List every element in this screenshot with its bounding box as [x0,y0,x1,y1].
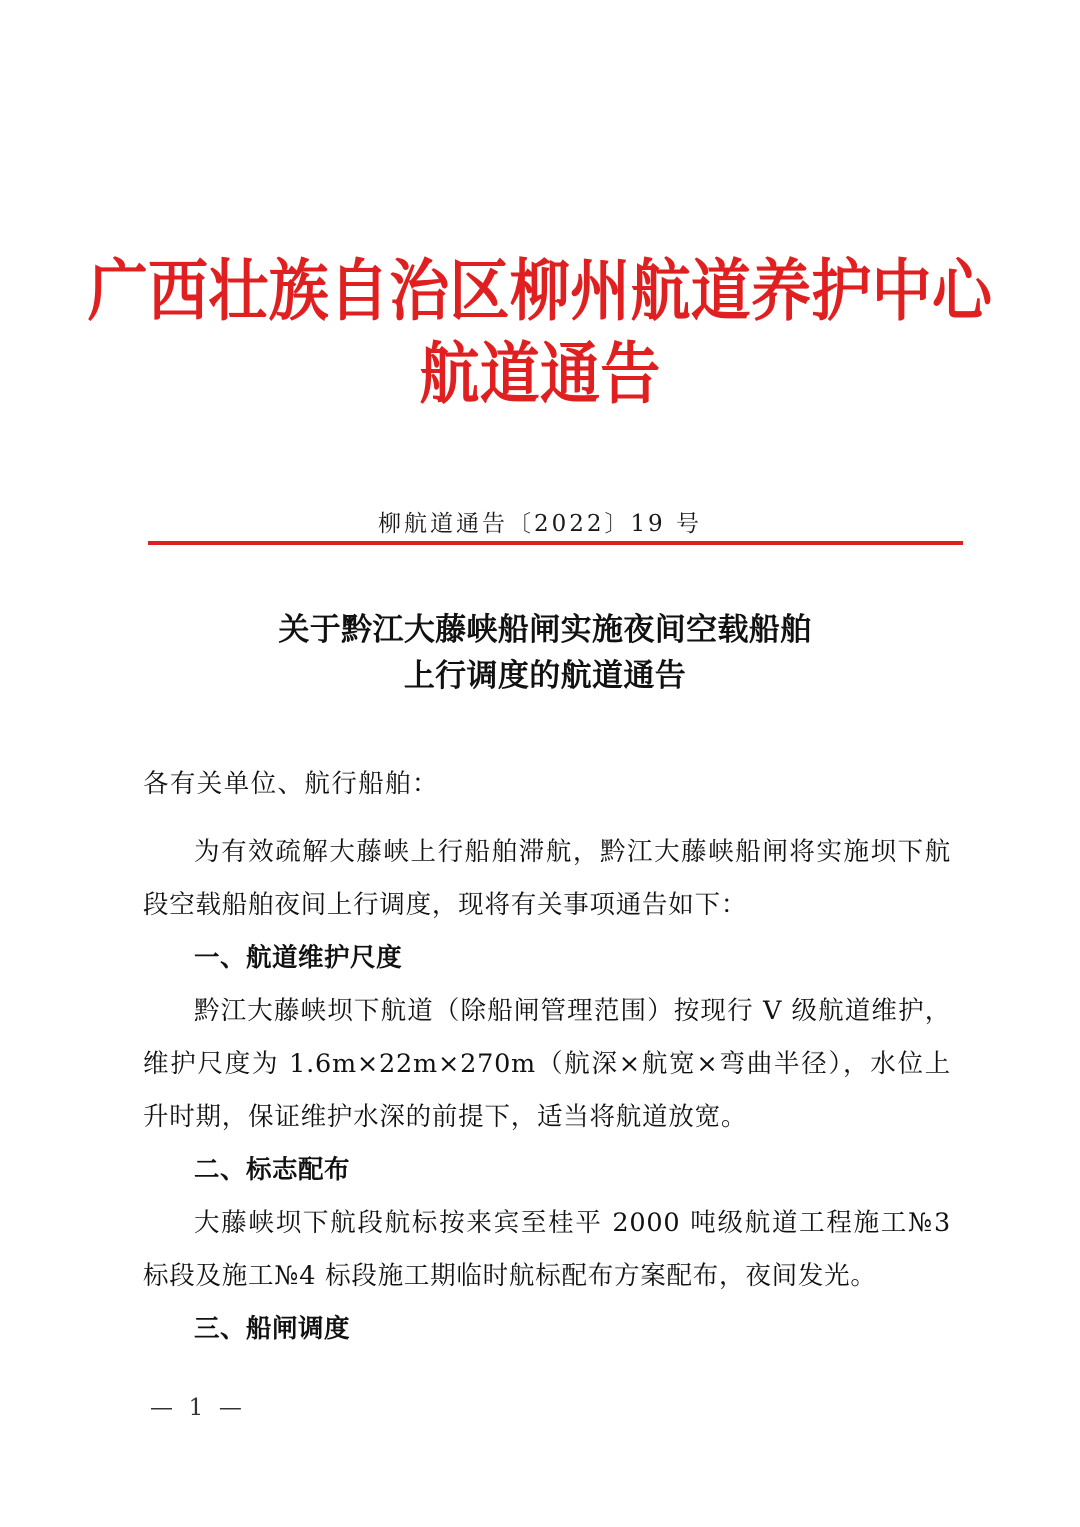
section-heading-3: 三、船闸调度 [194,1313,351,1344]
red-separator-rule [148,541,963,545]
document-number: 柳航道通告〔2022〕19 号 [378,511,702,537]
subject-title [150,608,940,700]
section-heading-2: 二、标志配布 [194,1154,351,1185]
masthead-title-line-2: 航道通告 [419,335,661,414]
section-heading-1: 一、航道维护尺度 [194,942,403,973]
intro-paragraph: 为有效疏解大藤峡上行船舶滞航，黔江大藤峡船闸将实施坝下航段空载船舶夜间上行调度，现将有关事项通告如下： [143,836,951,920]
masthead [0,252,1080,414]
section-paragraph-1: 黔江大藤峡坝下航道（除船闸管理范围）按现行 V 级航道维护，维护尺度为 1.6m×22m×270m（航深×航宽×弯曲半径），水位上升时期，保证维护水深的前提下，适当将航道放宽。 [143,995,951,1132]
page-number: — 1 — [150,1395,246,1421]
section-paragraph-2: 大藤峡坝下航段航标按来宾至桂平 2000 吨级航道工程施工№3 标段及施工№4 标段施工期临时航标配布方案配布，夜间发光。 [143,1207,951,1291]
masthead-title-line-1: 广西壮族自治区柳州航道养护中心 [87,252,993,331]
document-number-row [0,505,1080,538]
salutation: 各有关单位、航行船舶： [143,769,439,799]
document-body [143,769,951,1356]
subject-title-line-2: 上行调度的航道通告 [403,657,687,694]
subject-title-line-1: 关于黔江大藤峡船闸实施夜间空载船舶 [278,612,812,648]
